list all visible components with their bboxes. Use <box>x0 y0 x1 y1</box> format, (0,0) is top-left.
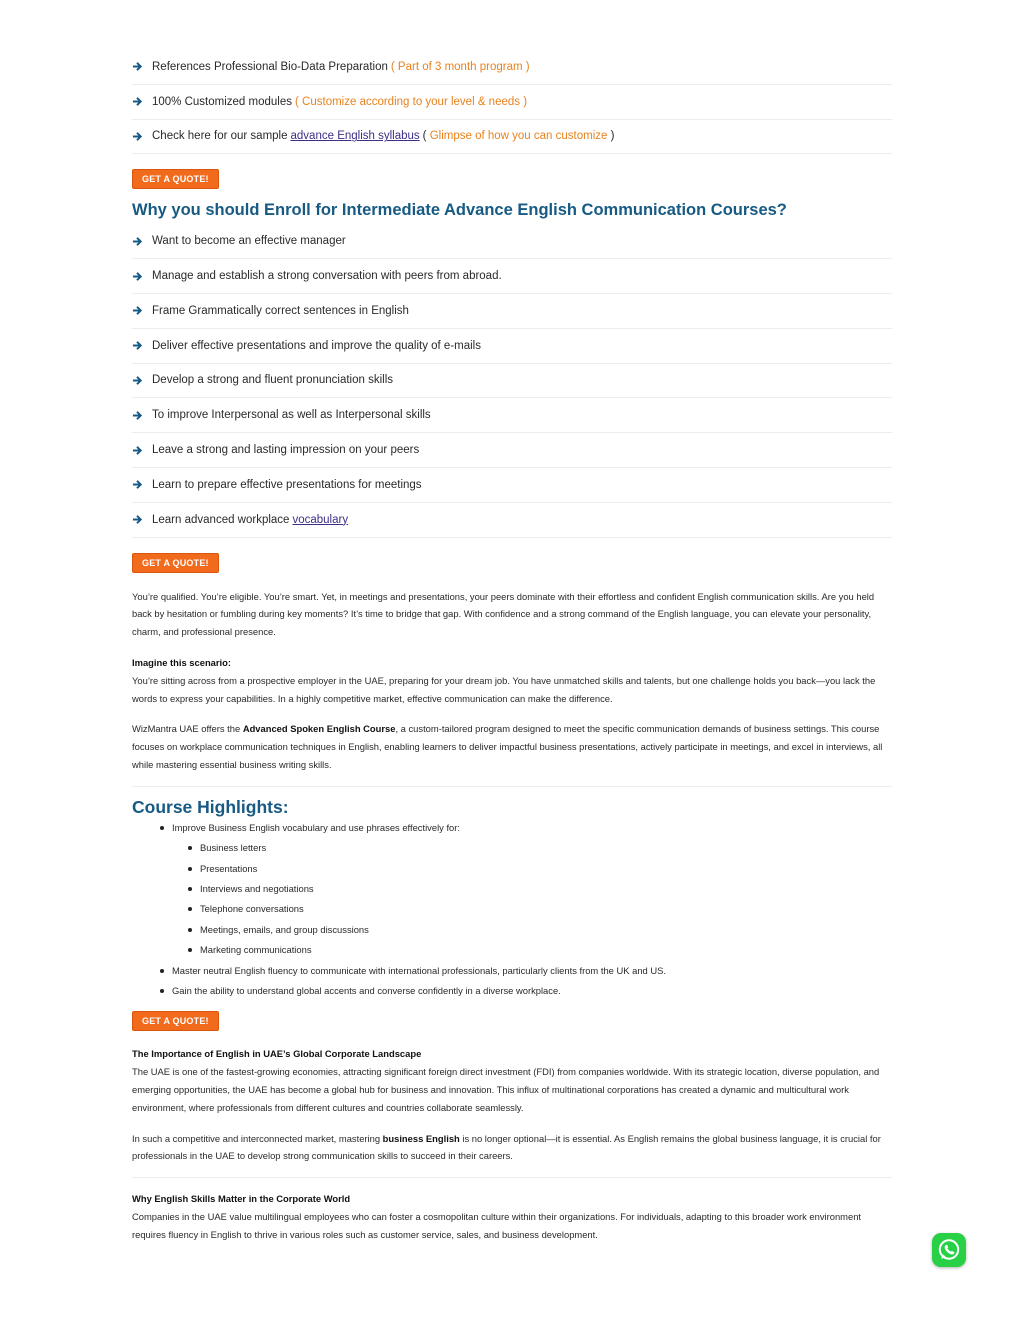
arrow-right-icon <box>132 375 143 386</box>
why-enroll-list <box>132 224 892 537</box>
note: ( Part of 3 month program ) <box>390 60 530 73</box>
list-item: Leave a strong and lasting impression on your peers <box>132 433 892 468</box>
arrow-right-icon <box>132 305 143 316</box>
list-item: To improve Interpersonal as well as Interpersonal skills <box>132 398 892 433</box>
course-highlights-heading: Course Highlights: <box>132 796 289 817</box>
importance-title: The Importance of English in UAE’s Global Corporate Landscape <box>132 1048 422 1060</box>
list-item: References Professional Bio-Data Preparation ( Part of 3 month program ) <box>132 50 892 85</box>
arrow-right-icon <box>132 271 143 282</box>
arrow-right-icon <box>132 131 143 142</box>
list-item: Presentations <box>132 859 892 879</box>
list-item: Improve Business English vocabulary and use phrases effectively for: <box>132 818 892 838</box>
list-item: Marketing communications <box>132 940 892 960</box>
note: ( Customize according to your level & needs ) <box>295 95 528 108</box>
note: ( Glimpse of how you can customize ) <box>422 130 615 143</box>
list-item: 100% Customized modules ( Customize according to your level & needs ) <box>132 85 892 120</box>
list-item: Deliver effective presentations and improve the quality of e-mails <box>132 329 892 364</box>
arrow-right-icon <box>132 445 143 456</box>
intro-paragraph: You’re qualified. You’re eligible. You’re smart. Yet, in meetings and presentations, your peers dominate with their effortless and confident English communication skills. Are you held back by hesitation or fumbling during key moments? It’s time to bridge that gap. With confidence and a strong command of the English language, you can elevate your personality, charm, and professional presence. <box>132 590 875 638</box>
why-enroll-heading: Why you should Enroll for Intermediate Advance English Communication Courses? <box>132 201 787 220</box>
syllabus-link[interactable]: advance English syllabus <box>290 130 420 143</box>
why-skills-text: Companies in the UAE value multilingual employees who can foster a cosmopolitan culture within their organizations. For individuals, adapting to this broader work environment requires fluency in English to thrive in various roles such as customer service, sales, and business development. <box>132 1210 862 1240</box>
list-item: Check here for our sample advance English syllabus ( Glimpse of how you can customize ) <box>132 120 892 155</box>
get-quote-button[interactable]: GET A QUOTE! <box>132 553 219 573</box>
arrow-right-icon <box>132 96 143 107</box>
main-content <box>132 50 892 1244</box>
market-paragraph: In such a competitive and interconnected market, mastering business English is no longer optional—it is essential. As English remains the global business language, it is crucial for professionals in the UAE to develop strong communication skills to succeed in their careers. <box>132 1132 881 1162</box>
list-item: Learn advanced workplace vocabulary <box>132 503 892 538</box>
list-item: Frame Grammatically correct sentences in English <box>132 294 892 329</box>
get-quote-button[interactable]: GET A QUOTE! <box>132 169 219 189</box>
get-quote-button[interactable]: GET A QUOTE! <box>132 1011 219 1031</box>
arrow-right-icon <box>132 479 143 490</box>
list-item: Telephone conversations <box>132 899 892 919</box>
importance-text: The UAE is one of the fastest-growing economies, attracting significant foreign direct investment (FDI) from companies worldwide. With its strategic location, diverse population, and emerging opportunities, the UAE has become a global hub for business and innovation. This influx of multinational corporations has created a dynamic and multicultural work environment, where professionals from different cultures and countries collaborate seamlessly. <box>132 1066 880 1113</box>
list-item: Want to become an effective manager <box>132 224 892 259</box>
scenario-block <box>132 654 892 707</box>
list-item: Master neutral English fluency to communicate with international professionals, particularly clients from the UK and US. <box>132 961 892 981</box>
wizmantra-paragraph: WizMantra UAE offers the Advanced Spoken English Course, a custom-tailored program designed to meet the specific communication demands of business settings. This course focuses on workplace communication techniques in English, enabling learners to deliver impactful business presentations, actively participate in meetings, and excel in interviews, all while mastering essential business writing skills. <box>132 723 883 770</box>
list-item: Interviews and negotiations <box>132 879 892 899</box>
whatsapp-icon[interactable] <box>932 1233 966 1267</box>
program-features-list <box>132 50 892 154</box>
arrow-right-icon <box>132 61 143 72</box>
why-skills-block <box>132 1190 892 1243</box>
scenario-title: Imagine this scenario: <box>132 656 231 668</box>
list-item: Develop a strong and fluent pronunciation skills <box>132 364 892 399</box>
arrow-right-icon <box>132 236 143 247</box>
list-item: Meetings, emails, and group discussions <box>132 920 892 940</box>
highlights-list <box>132 818 892 1002</box>
importance-block <box>132 1045 892 1116</box>
why-skills-title: Why English Skills Matter in the Corporate World <box>132 1193 351 1205</box>
arrow-right-icon <box>132 410 143 421</box>
whatsapp-glyph <box>936 1237 962 1263</box>
arrow-right-icon <box>132 340 143 351</box>
arrow-right-icon <box>132 514 143 525</box>
list-item: Gain the ability to understand global accents and converse confidently in a diverse workplace. <box>132 981 892 1001</box>
scenario-text: You’re sitting across from a prospective employer in the UAE, preparing for your dream job. You have unmatched skills and talents, but one challenge holds you back—you lack the words to express your capabilities. In a highly competitive market, effective communication can make the difference. <box>132 674 876 704</box>
vocabulary-link[interactable]: vocabulary <box>292 513 349 526</box>
list-item: Manage and establish a strong conversation with peers from abroad. <box>132 259 892 294</box>
list-item: Learn to prepare effective presentations for meetings <box>132 468 892 503</box>
list-item: Business letters <box>132 838 892 858</box>
